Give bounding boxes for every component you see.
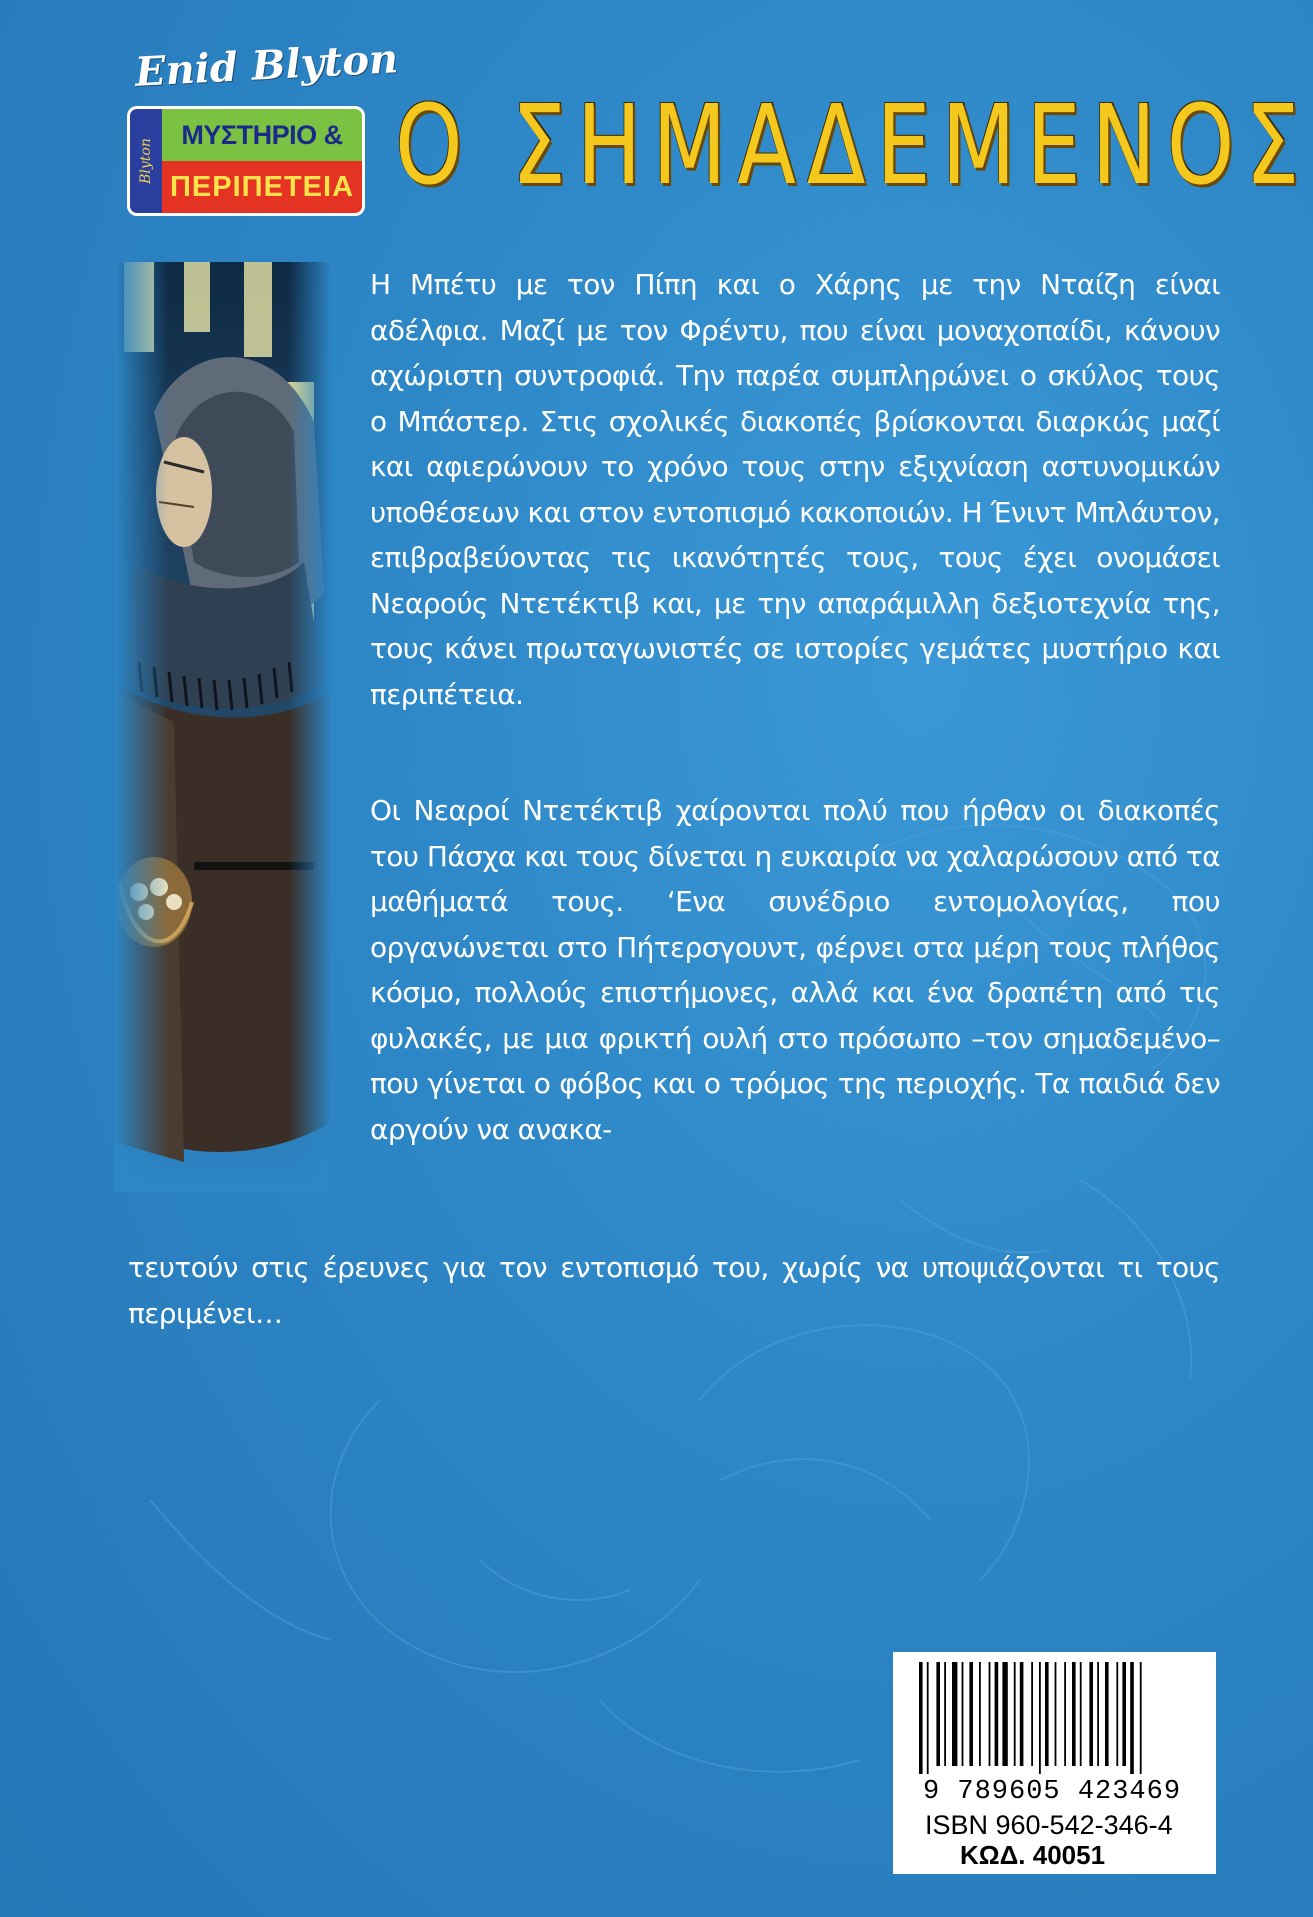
- barcode-bar: [995, 1662, 999, 1766]
- barcode-bar: [1072, 1662, 1076, 1766]
- series-name-line1: ΜΥΣΤΗΡΙΟ &: [162, 109, 362, 161]
- barcode-bar: [1089, 1662, 1093, 1766]
- barcode-bar: [1080, 1662, 1082, 1766]
- isbn-number: ISBN 960-542-346-4: [925, 1810, 1173, 1840]
- barcode-bar: [936, 1662, 940, 1766]
- barcode-bar: [1031, 1662, 1033, 1766]
- ean-barcode: [911, 1662, 1201, 1777]
- barcode-bar: [1045, 1662, 1049, 1766]
- series-badge: [127, 106, 365, 216]
- blurb-paragraph-2-continued: τευτούν στις έρευνες για τον εντοπισμό του, χωρίς να υποψιάζονται τι τους περιμένει…: [128, 1251, 1220, 1330]
- hooded-figure-illustration: [114, 262, 332, 1192]
- barcode-bar: [989, 1662, 991, 1766]
- series-name-line2: ΠΕΡΙΠΕΤΕΙΑ: [162, 161, 362, 213]
- barcode-bar: [979, 1662, 981, 1766]
- barcode-bar: [919, 1662, 923, 1774]
- barcode-bar: [1055, 1662, 1057, 1766]
- barcode-bar: [1122, 1662, 1126, 1766]
- barcode-bar: [927, 1662, 929, 1774]
- barcode-digits: 9 789605 423469: [923, 1777, 1182, 1807]
- blurb-paragraph-1: Η Μπέτυ με τον Πίπη και ο Χάρης με την Νταίζη είναι αδέλφια. Μαζί με τον Φρέντυ, που είναι μοναχοπαίδι, κάνουν αχώριστη συντροφιά. Την παρέα συμπληρώνει ο σκύλος τους ο Μπάστερ. Στις σχολικές διακοπές βρίσκονται διαρκώς μαζί και αφιερώνουν το χρόνο τους στην εξιχνίαση αστυνομικών υποθέσεων και στον εντοπισμό κακοποιών. Η Ένιντ Μπλάυτον, επιβραβεύοντας τις ικανότητές τους, τους έχει ονομάσει Νεαρούς Ντετέκτιβ και, με την απαράμιλλη δεξιοτεχνία της, τους κάνει πρωταγωνιστές σε ιστορίες γεμάτες μυστήριο και περιπέτεια.: [370, 268, 1220, 711]
- barcode-bar: [944, 1662, 946, 1766]
- series-badge-spine-text: Blyton: [138, 138, 154, 184]
- book-title: Ο ΣΗΜΑΔΕΜΕΝΟΣ: [395, 81, 1311, 209]
- author-signature-logo: Enid Blyton: [133, 35, 400, 96]
- barcode-bar: [1116, 1662, 1118, 1766]
- barcode-bar: [962, 1662, 964, 1766]
- barcode-bar: [1130, 1662, 1134, 1774]
- barcode-panel: [893, 1652, 1216, 1874]
- barcode-bar: [1039, 1662, 1041, 1774]
- barcode-bar: [1002, 1662, 1007, 1766]
- series-badge-spine: [130, 109, 162, 213]
- product-code: ΚΩΔ. 40051: [960, 1840, 1106, 1870]
- barcode-bar: [1020, 1662, 1024, 1766]
- barcode-bar: [1105, 1662, 1109, 1766]
- barcode-bar: [952, 1662, 957, 1766]
- barcode-bar: [1014, 1662, 1016, 1766]
- barcode-bar: [1140, 1662, 1142, 1774]
- barcode-bar: [1097, 1662, 1099, 1766]
- barcode-bar: [1064, 1662, 1066, 1766]
- barcode-bar: [969, 1662, 973, 1766]
- blurb-paragraph-2: Οι Νεαροί Ντετέκτιβ χαίρονται πολύ που ήρθαν οι διακοπές του Πάσχα και τους δίνεται η ευκαιρία να χαλαρώσουν από τα μαθήματά τους. ‘Ενα συνέδριο εντομολογίας, που οργανώνεται στο Πήτερσγουντ, φέρνει στα μέρη τους πλήθος κόσμο, πολλούς επιστήμονες, αλλά και ένα δραπέτη από τις φυλακές, με μια φρικτή ουλή στο πρόσωπο –τον σημαδεμένο– που γίνεται ο φόβος και ο τρόμος της περιοχής. Τα παιδιά δεν αργούν να ανακα-: [370, 794, 1220, 1146]
- series-badge-labels: [162, 109, 362, 213]
